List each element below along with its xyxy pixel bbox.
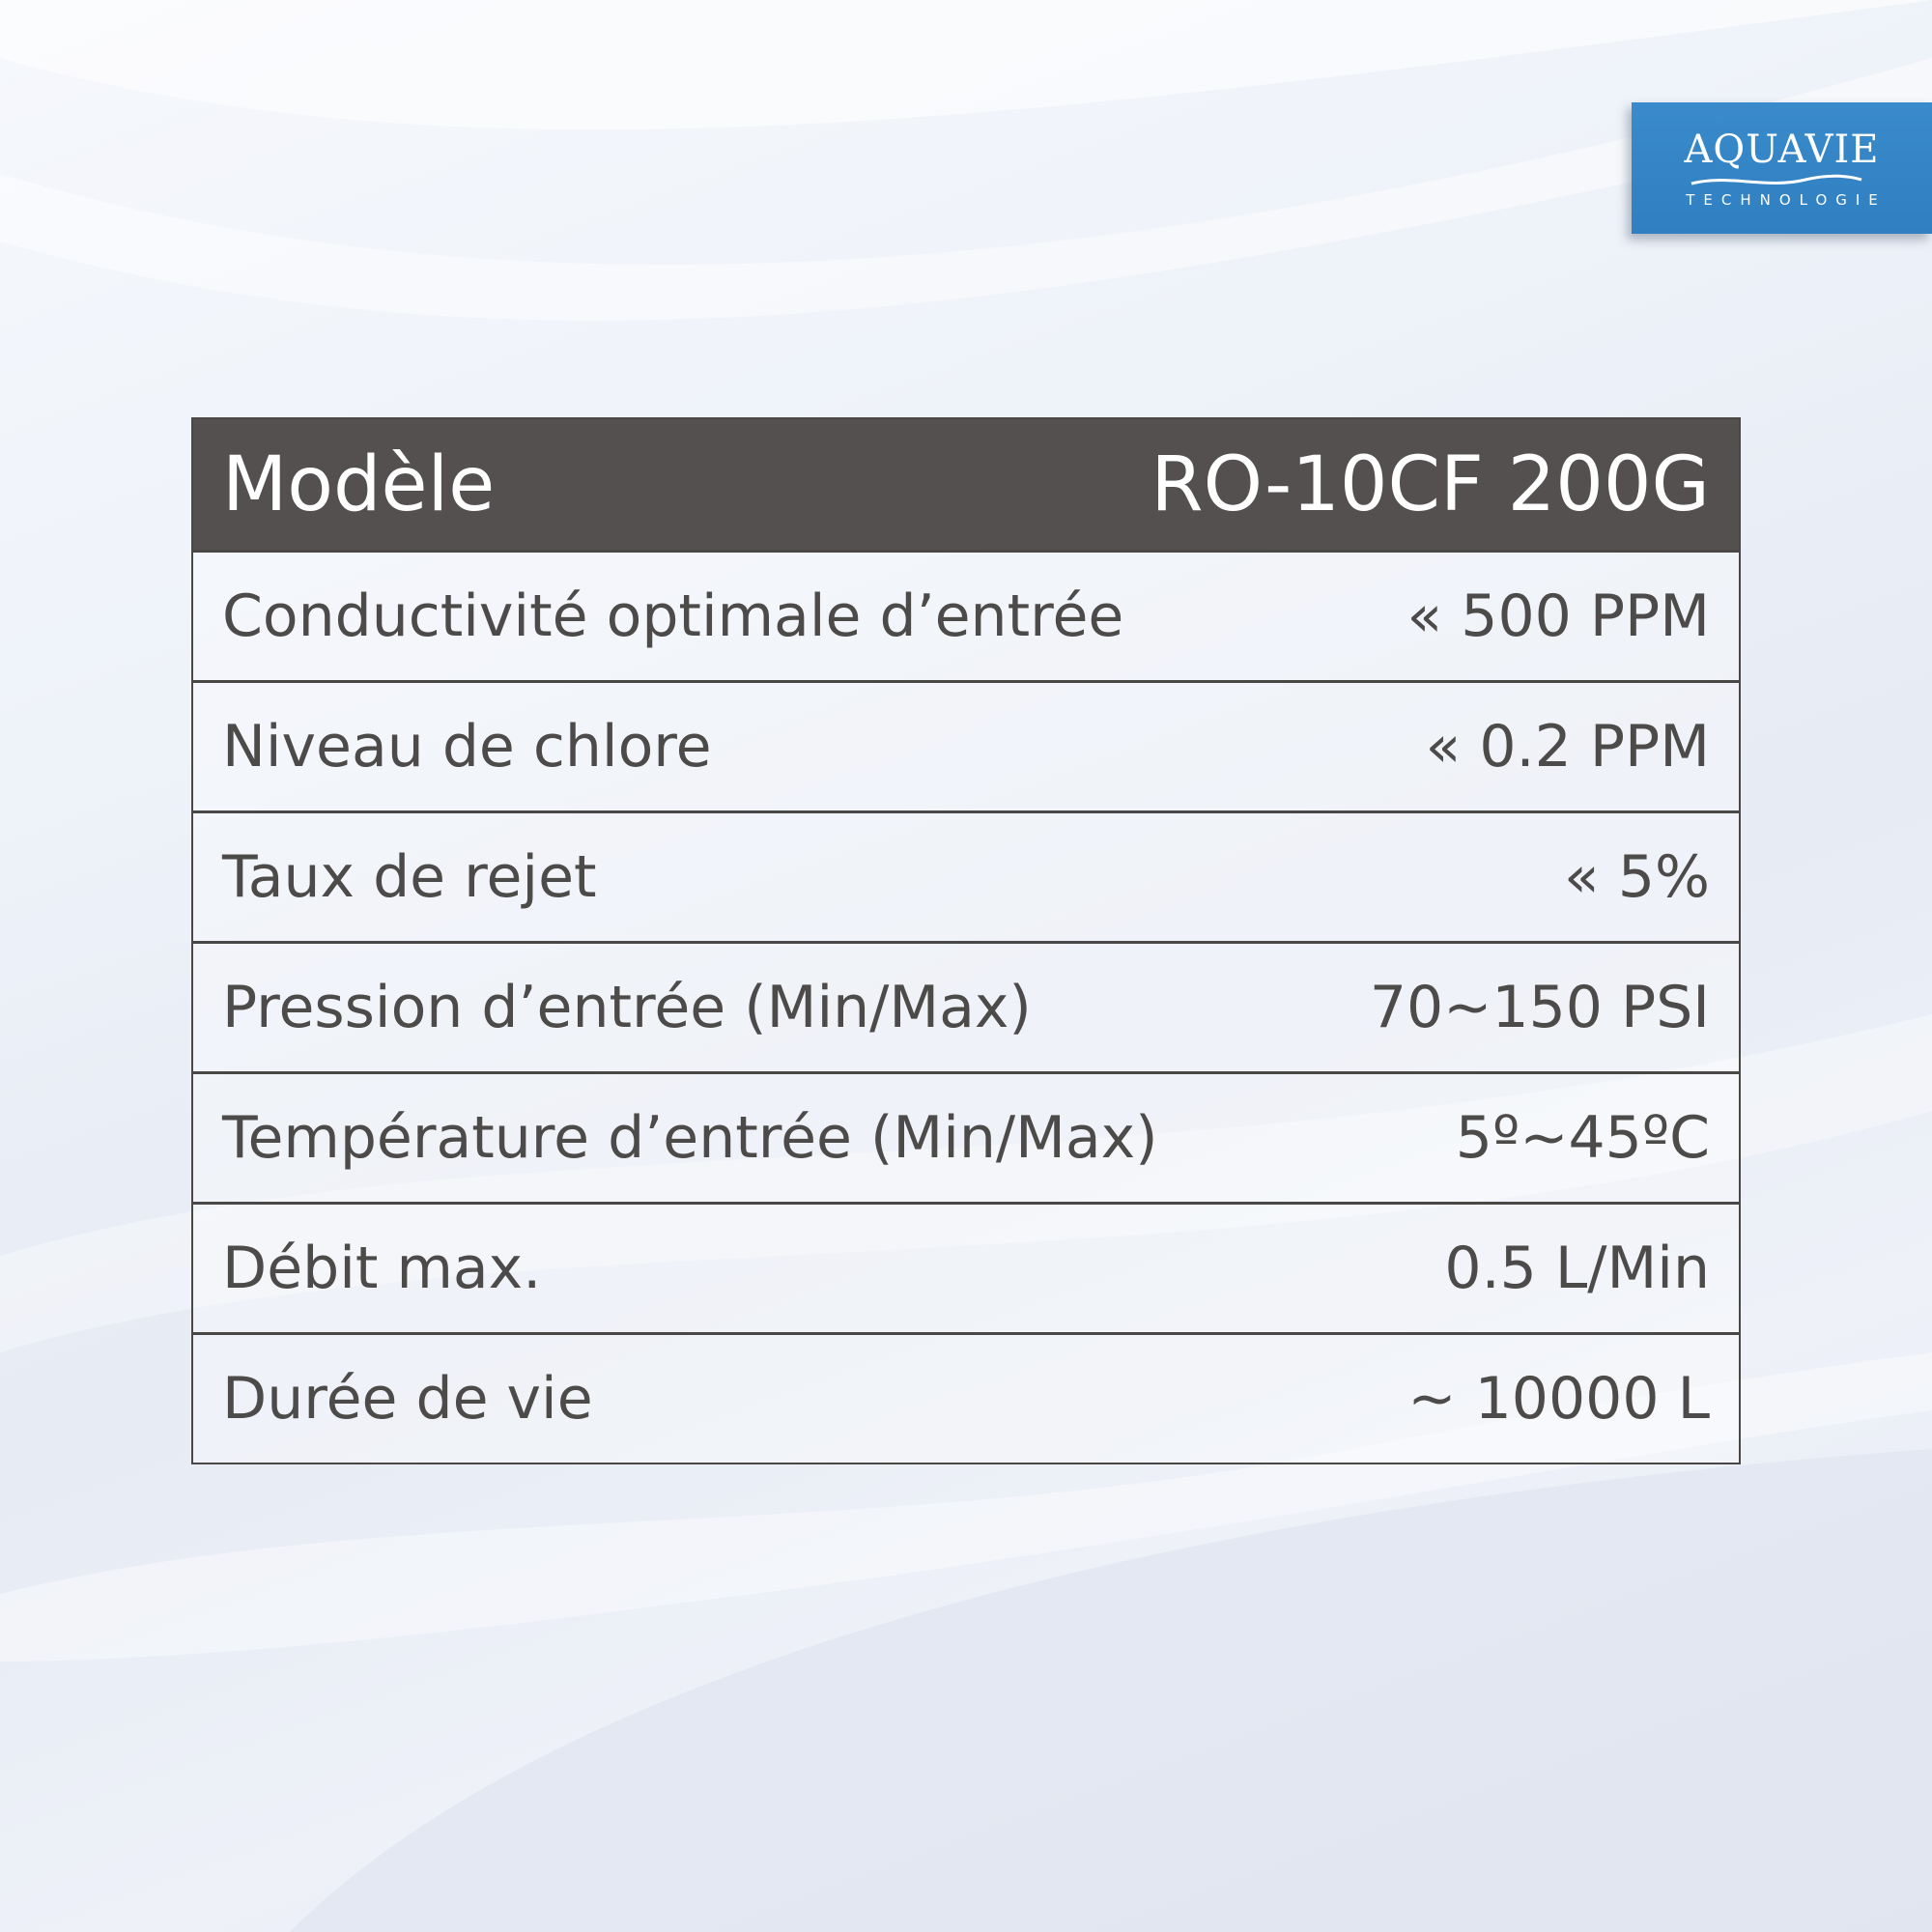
header-label: Modèle bbox=[222, 440, 496, 528]
header-model-value: RO-10CF 200G bbox=[1151, 440, 1710, 528]
logo-subtitle: TECHNOLOGIE bbox=[1686, 191, 1887, 209]
row-value: « 5% bbox=[1564, 843, 1710, 911]
logo-brand-text: AQUAVIE bbox=[1684, 128, 1880, 172]
spec-table bbox=[191, 417, 1741, 1464]
row-label: Niveau de chlore bbox=[222, 713, 712, 781]
table-row bbox=[193, 1332, 1739, 1463]
table-row bbox=[193, 941, 1739, 1071]
table-row bbox=[193, 1071, 1739, 1202]
row-label: Température d’entrée (Min/Max) bbox=[222, 1104, 1158, 1172]
row-value: « 500 PPM bbox=[1406, 582, 1710, 650]
row-label: Taux de rejet bbox=[222, 843, 597, 911]
table-header-row bbox=[193, 419, 1739, 550]
row-label: Durée de vie bbox=[222, 1365, 593, 1433]
row-label: Pression d’entrée (Min/Max) bbox=[222, 974, 1032, 1041]
table-row bbox=[193, 680, 1739, 810]
aquavie-logo bbox=[1632, 102, 1932, 234]
row-value: 5º~45ºC bbox=[1455, 1104, 1710, 1172]
row-value: ~ 10000 L bbox=[1407, 1365, 1710, 1433]
row-value: « 0.2 PPM bbox=[1425, 713, 1710, 781]
row-label: Débit max. bbox=[222, 1235, 542, 1302]
row-value: 0.5 L/Min bbox=[1444, 1235, 1710, 1302]
table-row bbox=[193, 1202, 1739, 1332]
table-row bbox=[193, 810, 1739, 941]
table-row bbox=[193, 550, 1739, 680]
wave-icon bbox=[1690, 172, 1863, 189]
row-value: 70~150 PSI bbox=[1369, 974, 1710, 1041]
row-label: Conductivité optimale d’entrée bbox=[222, 582, 1124, 650]
